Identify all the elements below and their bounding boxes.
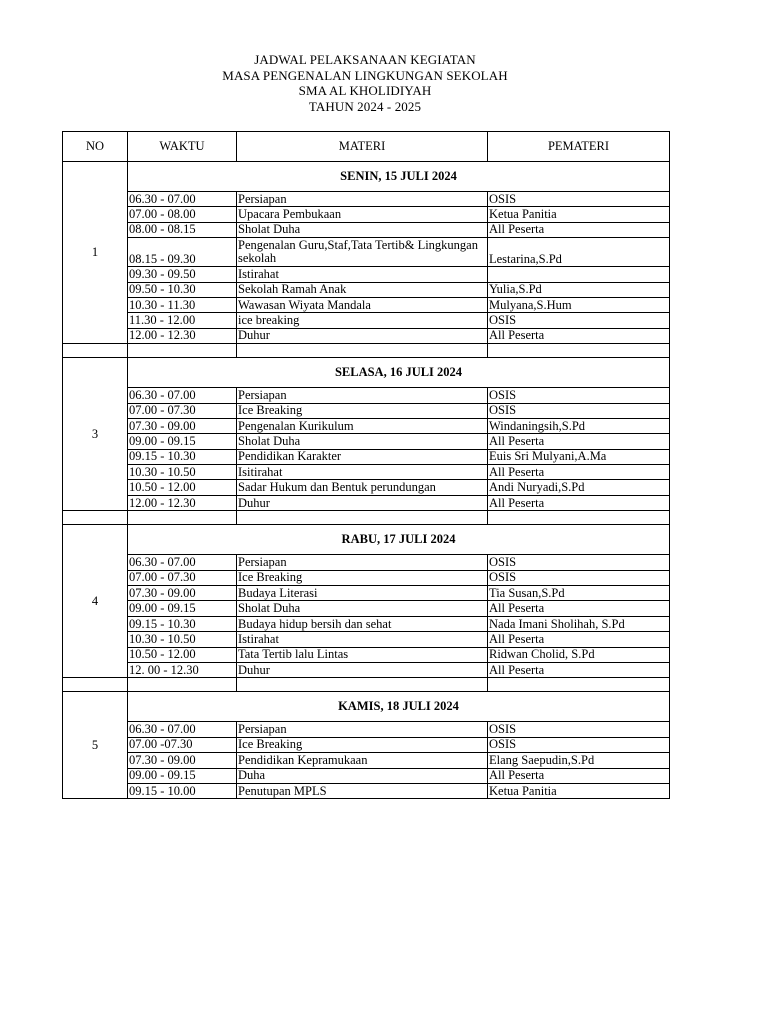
title-line: TAHUN 2024 - 2025 [308,98,422,114]
waktu-cell: 09.15 - 10.00 [128,783,237,798]
waktu-cell: 07.30 - 09.00 [128,586,237,601]
table-row [63,282,670,297]
materi-cell: Sholat Duha [237,434,488,449]
table-row [63,418,670,433]
table-row [63,192,670,207]
pemateri-cell: Ketua Panitia [488,207,670,222]
materi-cell: Wawasan Wiyata Mandala [237,297,488,312]
header-waktu: WAKTU [128,132,237,162]
day-title: SELASA, 16 JULI 2024 [128,358,670,388]
materi-cell: Duhur [237,662,488,677]
table-row [63,632,670,647]
pemateri-cell: All Peserta [488,465,670,480]
pemateri-cell: All Peserta [488,601,670,616]
pemateri-cell: OSIS [488,555,670,570]
materi-cell: Persiapan [237,722,488,737]
spacer-cell [63,511,128,525]
materi-cell: Penutupan MPLS [237,783,488,798]
day-title-row [63,358,670,388]
table-row [63,722,670,737]
materi-cell: Istirahat [237,267,488,282]
waktu-cell: 07.30 - 09.00 [128,418,237,433]
materi-cell: Pengenalan Kurikulum [237,418,488,433]
header-pemateri: PEMATERI [488,132,670,162]
table-row [63,328,670,343]
waktu-cell: 07.30 - 09.00 [128,753,237,768]
materi-cell: Sadar Hukum dan Bentuk perundungan [237,480,488,495]
day-title-row [63,692,670,722]
waktu-cell: 10.30 - 11.30 [128,297,237,312]
pemateri-cell: Nada Imani Sholihah, S.Pd [488,616,670,631]
table-row [63,267,670,282]
pemateri-cell: OSIS [488,722,670,737]
table-row [63,647,670,662]
spacer-cell [63,678,128,692]
waktu-cell: 10.30 - 10.50 [128,465,237,480]
day-title: SENIN, 15 JULI 2024 [128,162,670,192]
materi-cell: Sekolah Ramah Anak [237,282,488,297]
spacer-cell [237,511,488,525]
row-number: 1 [63,162,128,344]
table-row [63,586,670,601]
table-header-row [63,132,670,162]
table-row [63,783,670,798]
waktu-cell: 09.00 - 09.15 [128,434,237,449]
waktu-cell: 07.00 - 07.30 [128,570,237,585]
waktu-cell: 07.00 - 08.00 [128,207,237,222]
pemateri-cell: OSIS [488,570,670,585]
pemateri-cell: All Peserta [488,662,670,677]
spacer-cell [488,678,670,692]
waktu-cell: 12.00 - 12.30 [128,328,237,343]
spacer-cell [128,344,237,358]
pemateri-cell: Ridwan Cholid, S.Pd [488,647,670,662]
pemateri-cell: Elang Saepudin,S.Pd [488,753,670,768]
pemateri-cell: All Peserta [488,222,670,237]
materi-cell: Duha [237,768,488,783]
materi-cell: Budaya hidup bersih dan sehat [237,616,488,631]
waktu-cell: 09.00 - 09.15 [128,601,237,616]
table-row [63,555,670,570]
spacer-cell [488,511,670,525]
row-number: 5 [63,692,128,799]
table-row [63,465,670,480]
pemateri-cell: All Peserta [488,434,670,449]
header-materi: MATERI [237,132,488,162]
row-number: 3 [63,358,128,511]
waktu-cell: 06.30 - 07.00 [128,192,237,207]
waktu-cell: 08.15 - 09.30 [128,238,237,267]
spacer-row [63,678,670,692]
header-no: NO [63,132,128,162]
waktu-cell: 10.50 - 12.00 [128,480,237,495]
table-row [63,238,670,267]
schedule-table [62,131,670,799]
materi-cell: Pengenalan Guru,Staf,Tata Tertib& Lingkungan sekolah [237,238,488,267]
table-row [63,222,670,237]
day-title: RABU, 17 JULI 2024 [128,525,670,555]
pemateri-cell: All Peserta [488,495,670,510]
spacer-cell [128,511,237,525]
row-number: 4 [63,525,128,678]
table-row [63,495,670,510]
materi-cell: Istirahat [237,632,488,647]
waktu-cell: 06.30 - 07.00 [128,555,237,570]
pemateri-cell: Yulia,S.Pd [488,282,670,297]
pemateri-cell: All Peserta [488,632,670,647]
pemateri-cell: OSIS [488,737,670,752]
waktu-cell: 09.15 - 10.30 [128,449,237,464]
spacer-cell [488,344,670,358]
title-line: JADWAL PELAKSANAAN KEGIATAN [254,52,476,67]
table-row [63,753,670,768]
materi-cell: ice breaking [237,313,488,328]
pemateri-cell: OSIS [488,192,670,207]
table-row [63,616,670,631]
waktu-cell: 09.00 - 09.15 [128,768,237,783]
waktu-cell: 11.30 - 12.00 [128,313,237,328]
spacer-row [63,511,670,525]
pemateri-cell: OSIS [488,388,670,403]
waktu-cell: 06.30 - 07.00 [128,388,237,403]
spacer-cell [128,678,237,692]
table-row [63,313,670,328]
waktu-cell: 08.00 - 08.15 [128,222,237,237]
table-row [63,297,670,312]
waktu-cell: 06.30 - 07.00 [128,722,237,737]
spacer-cell [237,678,488,692]
day-title-row [63,162,670,192]
table-row [63,388,670,403]
materi-cell: Duhur [237,495,488,510]
pemateri-cell: Andi Nuryadi,S.Pd [488,480,670,495]
waktu-cell: 07.00 - 07.30 [128,403,237,418]
day-title-row [63,525,670,555]
pemateri-cell: Ketua Panitia [488,783,670,798]
pemateri-cell: All Peserta [488,328,670,343]
schedule-body [63,162,670,799]
pemateri-cell: OSIS [488,313,670,328]
table-row [63,768,670,783]
materi-cell: Tata Tertib lalu Lintas [237,647,488,662]
materi-cell: Persiapan [237,192,488,207]
day-title: KAMIS, 18 JULI 2024 [128,692,670,722]
materi-cell: Upacara Pembukaan [237,207,488,222]
spacer-row [63,344,670,358]
pemateri-cell: OSIS [488,403,670,418]
materi-cell: Persiapan [237,388,488,403]
table-row [63,601,670,616]
materi-cell: Isitirahat [237,465,488,480]
pemateri-cell: Mulyana,S.Hum [488,297,670,312]
spacer-cell [63,344,128,358]
materi-cell: Pendidikan Karakter [237,449,488,464]
title-line: SMA AL KHOLIDIYAH [298,83,432,98]
pemateri-cell: Lestarina,S.Pd [488,238,670,267]
table-row [63,403,670,418]
table-row [63,737,670,752]
table-row [63,662,670,677]
table-row [63,449,670,464]
waktu-cell: 12. 00 - 12.30 [128,662,237,677]
pemateri-cell: All Peserta [488,768,670,783]
materi-cell: Pendidikan Kepramukaan [237,753,488,768]
document-title [0,52,730,114]
waktu-cell: 09.15 - 10.30 [128,616,237,631]
materi-cell: Sholat Duha [237,222,488,237]
waktu-cell: 09.50 - 10.30 [128,282,237,297]
pemateri-cell: Windaningsih,S.Pd [488,418,670,433]
materi-cell: Duhur [237,328,488,343]
pemateri-cell: Tia Susan,S.Pd [488,586,670,601]
waktu-cell: 10.50 - 12.00 [128,647,237,662]
waktu-cell: 12.00 - 12.30 [128,495,237,510]
table-row [63,434,670,449]
table-row [63,570,670,585]
spacer-cell [237,344,488,358]
title-line: MASA PENGENALAN LINGKUNGAN SEKOLAH [222,67,508,83]
materi-cell: Budaya Literasi [237,586,488,601]
waktu-cell: 10.30 - 10.50 [128,632,237,647]
materi-cell: Ice Breaking [237,737,488,752]
materi-cell: Ice Breaking [237,403,488,418]
pemateri-cell: Euis Sri Mulyani,A.Ma [488,449,670,464]
materi-cell: Sholat Duha [237,601,488,616]
materi-cell: Persiapan [237,555,488,570]
table-row [63,207,670,222]
materi-cell: Ice Breaking [237,570,488,585]
pemateri-cell [488,267,670,282]
table-row [63,480,670,495]
waktu-cell: 07.00 -07.30 [128,737,237,752]
waktu-cell: 09.30 - 09.50 [128,267,237,282]
